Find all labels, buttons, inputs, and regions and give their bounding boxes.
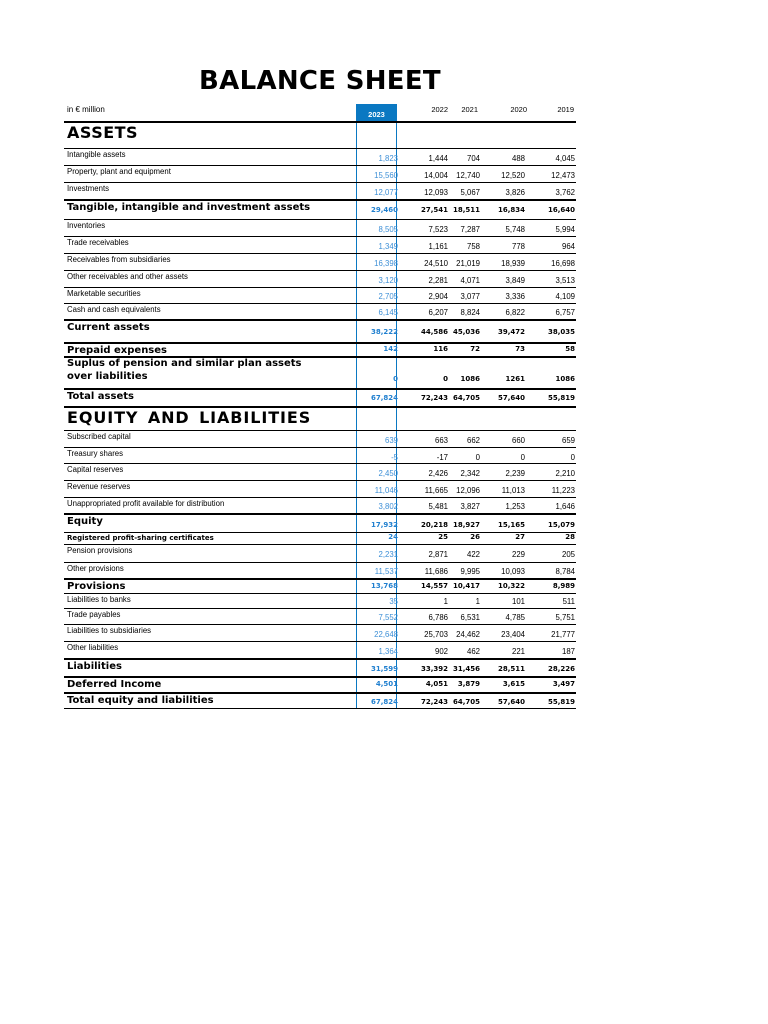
value-cell: 73	[515, 345, 525, 353]
row-divider	[64, 287, 576, 288]
row-label: Investments	[67, 184, 110, 193]
value-cell: 10,417	[452, 582, 480, 590]
row-label: Trade receivables	[67, 238, 129, 247]
value-cell: 38,035	[547, 328, 575, 336]
value-cell: 187	[561, 647, 575, 656]
value-cell: 39,472	[497, 328, 525, 336]
table-row	[0, 165, 768, 182]
value-cell: 72,243	[420, 394, 448, 402]
value-cell: 11,013	[501, 486, 525, 495]
value-cell: 24,510	[424, 259, 448, 268]
value-cell: 5,751	[555, 613, 575, 622]
value-cell: 15,079	[547, 521, 575, 529]
row-label: Total equity and liabilities	[67, 695, 214, 706]
value-cell: 3,827	[460, 502, 480, 511]
value-current-year: 2,231	[378, 550, 398, 559]
row-label: Other provisions	[67, 564, 124, 573]
total-row	[0, 356, 768, 386]
value-cell: 6,822	[505, 308, 525, 317]
value-current-year: 6,145	[378, 308, 398, 317]
value-cell: 72	[470, 345, 480, 353]
total-row	[0, 388, 768, 405]
row-divider	[64, 463, 576, 464]
value-cell: 4,071	[460, 276, 480, 285]
value-current-year: 3,120	[378, 276, 398, 285]
value-cell: 221	[511, 647, 525, 656]
row-divider	[64, 497, 576, 498]
table-bottom-border	[64, 708, 576, 709]
value-current-year: 8,505	[378, 225, 398, 234]
row-label: Property, plant and equipment	[67, 167, 171, 176]
table-row	[0, 148, 768, 165]
value-cell: 18,927	[452, 521, 480, 529]
value-cell: 12,473	[551, 171, 575, 180]
value-current-year: 31,599	[370, 665, 398, 673]
value-cell: 662	[466, 436, 480, 445]
value-cell: 28,226	[547, 665, 575, 673]
value-cell: 2,281	[428, 276, 448, 285]
row-divider	[64, 544, 576, 545]
value-cell: 6,757	[555, 308, 575, 317]
value-cell: 0	[570, 453, 575, 462]
value-cell: 1,646	[555, 502, 575, 511]
value-current-year: 1,349	[378, 242, 398, 251]
value-cell: 12,096	[456, 486, 480, 495]
value-cell: 8,989	[552, 582, 575, 590]
value-current-year: -5	[391, 453, 398, 462]
value-cell: 1,253	[505, 502, 525, 511]
row-divider	[64, 342, 576, 344]
row-label: Cash and cash equivalents	[67, 305, 161, 314]
value-current-year: 16,398	[374, 259, 398, 268]
unit-label: in € million	[67, 105, 105, 114]
value-cell: 10,093	[501, 567, 525, 576]
value-cell: 3,762	[555, 188, 575, 197]
value-cell: 44,586	[420, 328, 448, 336]
value-cell: 58	[565, 345, 575, 353]
value-current-year: 29,460	[370, 206, 398, 214]
value-current-year: 1,364	[378, 647, 398, 656]
table-row	[0, 236, 768, 253]
value-cell: 758	[466, 242, 480, 251]
row-divider	[64, 658, 576, 660]
row-divider	[64, 578, 576, 580]
value-cell: 3,849	[505, 276, 525, 285]
value-cell: 422	[466, 550, 480, 559]
row-label: Other liabilities	[67, 643, 119, 652]
row-divider	[64, 121, 576, 123]
value-cell: 511	[562, 597, 575, 606]
value-current-year: 35	[389, 597, 398, 606]
value-cell: 229	[511, 550, 525, 559]
value-cell: 14,557	[420, 582, 448, 590]
value-current-year: 67,824	[370, 698, 398, 706]
value-cell: 11,223	[551, 486, 575, 495]
value-current-year: 11,046	[374, 486, 398, 495]
table-row	[0, 480, 768, 497]
value-cell: 15,165	[497, 521, 525, 529]
row-divider	[64, 199, 576, 201]
row-label: Other receivables and other assets	[67, 272, 188, 281]
row-divider	[64, 513, 576, 515]
table-row	[0, 182, 768, 199]
row-label: Liabilities	[67, 661, 122, 672]
value-cell: 12,520	[501, 171, 525, 180]
table-row	[0, 430, 768, 447]
page-title: BALANCE SHEET	[199, 66, 441, 96]
value-current-year: 2,450	[378, 469, 398, 478]
value-cell: 20,218	[420, 521, 448, 529]
value-cell: 902	[434, 647, 448, 656]
total-row	[0, 342, 768, 356]
value-cell: 0	[443, 375, 448, 383]
value-cell: 2,342	[460, 469, 480, 478]
value-current-year: 0	[393, 375, 398, 383]
value-cell: 7,523	[428, 225, 448, 234]
row-label: Subscribed capital	[67, 432, 131, 441]
table-row	[0, 532, 768, 544]
value-cell: 10,322	[497, 582, 525, 590]
value-cell: 64,705	[452, 394, 480, 402]
total-row	[0, 578, 768, 593]
row-label: Registered profit-sharing certificates	[67, 534, 214, 542]
value-current-year: 2,705	[378, 292, 398, 301]
value-cell: 26	[470, 533, 480, 541]
row-divider	[64, 447, 576, 448]
value-cell: 1	[475, 597, 480, 606]
value-cell: 0	[520, 453, 525, 462]
row-label: Provisions	[67, 581, 126, 592]
value-cell: 28	[565, 533, 575, 541]
row-label: Intangible assets	[67, 150, 126, 159]
table-row	[0, 287, 768, 303]
value-cell: 3,826	[505, 188, 525, 197]
row-divider	[64, 480, 576, 481]
value-cell: 3,497	[552, 680, 575, 688]
table-row	[0, 463, 768, 480]
row-divider	[64, 165, 576, 166]
table-row	[0, 544, 768, 561]
value-cell: 12,740	[456, 171, 480, 180]
value-cell: 21,019	[456, 259, 480, 268]
value-cell: 1086	[555, 375, 575, 383]
row-label: Suplus of pension and similar plan assets over liabilities	[67, 358, 302, 382]
value-current-year: 17,932	[370, 521, 398, 529]
value-current-year: 142	[383, 345, 398, 353]
value-current-year: 15,560	[374, 171, 398, 180]
value-cell: 57,640	[497, 394, 525, 402]
value-cell: 704	[466, 154, 480, 163]
value-cell: 5,994	[555, 225, 575, 234]
table-row	[0, 497, 768, 513]
row-label: Marketable securities	[67, 289, 141, 298]
value-cell: 2,871	[428, 550, 448, 559]
value-cell: 6,207	[428, 308, 448, 317]
value-cell: 1086	[460, 375, 480, 383]
value-cell: 12,093	[424, 188, 448, 197]
row-label: Liabilities to subsidiaries	[67, 626, 152, 635]
value-cell: 5,067	[460, 188, 480, 197]
year-header: 2019	[557, 105, 574, 114]
value-cell: 1	[443, 597, 448, 606]
value-cell: 24,462	[456, 630, 480, 639]
value-cell: 18,511	[452, 206, 480, 214]
value-current-year: 13,768	[370, 582, 398, 590]
value-cell: 18,939	[501, 259, 525, 268]
value-cell: 45,036	[452, 328, 480, 336]
value-cell: 7,287	[460, 225, 480, 234]
row-label: Tangible, intangible and investment assets	[67, 202, 311, 213]
row-label: Total assets	[67, 391, 134, 402]
table-row	[0, 641, 768, 658]
row-divider	[64, 624, 576, 625]
row-label: Trade payables	[67, 610, 121, 619]
value-current-year: 639	[384, 436, 398, 445]
value-current-year: 1,823	[378, 154, 398, 163]
row-divider	[64, 608, 576, 609]
value-cell: 27,541	[420, 206, 448, 214]
row-divider	[64, 236, 576, 237]
total-row	[0, 199, 768, 217]
value-cell: 11,686	[424, 567, 448, 576]
value-cell: 5,481	[428, 502, 448, 511]
value-cell: 3,336	[505, 292, 525, 301]
total-row	[0, 513, 768, 532]
value-cell: -17	[436, 453, 448, 462]
table-row	[0, 253, 768, 270]
section-heading: ASSETS	[67, 123, 139, 142]
table-row	[0, 562, 768, 578]
row-label: Liabilities to banks	[67, 595, 131, 604]
value-current-year: 67,824	[370, 394, 398, 402]
value-cell: 16,834	[497, 206, 525, 214]
value-current-year: 4,501	[375, 680, 398, 688]
value-cell: 1,161	[428, 242, 448, 251]
row-divider	[64, 676, 576, 678]
value-cell: 8,824	[460, 308, 480, 317]
value-current-year: 38,222	[370, 328, 398, 336]
row-label: Treasury shares	[67, 449, 124, 458]
value-cell: 4,051	[425, 680, 448, 688]
value-current-year: 7,552	[378, 613, 398, 622]
total-row	[0, 658, 768, 676]
value-cell: 25	[438, 533, 448, 541]
value-cell: 16,640	[547, 206, 575, 214]
value-cell: 3,879	[457, 680, 480, 688]
section-row	[0, 406, 768, 430]
row-divider	[64, 641, 576, 642]
value-cell: 488	[511, 154, 525, 163]
value-cell: 205	[561, 550, 575, 559]
value-cell: 25,703	[424, 630, 448, 639]
total-row	[0, 692, 768, 709]
value-cell: 2,426	[428, 469, 448, 478]
table-row	[0, 624, 768, 641]
row-divider	[64, 148, 576, 149]
row-divider	[64, 593, 576, 594]
value-cell: 101	[511, 597, 525, 606]
value-cell: 2,904	[428, 292, 448, 301]
value-cell: 1261	[505, 375, 525, 383]
total-row	[0, 319, 768, 339]
row-divider	[64, 253, 576, 254]
value-cell: 4,045	[555, 154, 575, 163]
row-label: Inventories	[67, 221, 106, 230]
value-current-year: 22,648	[374, 630, 398, 639]
year-header: 2022	[431, 105, 448, 114]
value-cell: 64,705	[452, 698, 480, 706]
value-current-year: 11,537	[374, 567, 398, 576]
value-current-year: 24	[388, 533, 398, 541]
row-label: Deferred Income	[67, 679, 162, 690]
row-divider	[64, 270, 576, 271]
row-divider	[64, 692, 576, 694]
year-header-current: 2023	[356, 104, 397, 121]
value-cell: 55,819	[547, 698, 575, 706]
table-row	[0, 303, 768, 319]
table-row	[0, 219, 768, 236]
value-cell: 3,513	[555, 276, 575, 285]
value-cell: 28,511	[497, 665, 525, 673]
value-cell: 778	[511, 242, 525, 251]
value-cell: 4,785	[505, 613, 525, 622]
row-divider	[64, 562, 576, 563]
row-divider	[64, 430, 576, 431]
table-row	[0, 270, 768, 287]
value-cell: 14,004	[424, 171, 448, 180]
row-label: Pension provisions	[67, 546, 133, 555]
table-row	[0, 447, 768, 464]
value-cell: 3,615	[502, 680, 525, 688]
value-cell: 6,531	[460, 613, 480, 622]
value-cell: 6,786	[428, 613, 448, 622]
value-current-year: 3,802	[378, 502, 398, 511]
table-row	[0, 593, 768, 608]
value-current-year: 12,077	[374, 188, 398, 197]
value-cell: 116	[433, 345, 448, 353]
value-cell: 16,698	[551, 259, 575, 268]
row-label: Current assets	[67, 322, 150, 333]
row-divider	[64, 388, 576, 390]
value-cell: 1,444	[428, 154, 448, 163]
value-cell: 72,243	[420, 698, 448, 706]
table-row	[0, 608, 768, 624]
value-cell: 3,077	[460, 292, 480, 301]
value-cell: 663	[434, 436, 448, 445]
value-cell: 660	[511, 436, 525, 445]
row-label: Equity	[67, 516, 103, 527]
row-divider	[64, 219, 576, 220]
value-cell: 33,392	[420, 665, 448, 673]
section-heading: EQUITY AND LIABILITIES	[67, 408, 312, 427]
total-row	[0, 676, 768, 691]
value-cell: 21,777	[551, 630, 575, 639]
row-label: Capital reserves	[67, 465, 124, 474]
value-cell: 8,784	[555, 567, 575, 576]
row-divider	[64, 319, 576, 321]
value-cell: 964	[561, 242, 575, 251]
value-cell: 9,995	[460, 567, 480, 576]
row-divider	[64, 182, 576, 183]
value-cell: 462	[466, 647, 480, 656]
value-cell: 23,404	[501, 630, 525, 639]
value-cell: 11,665	[424, 486, 448, 495]
row-divider	[64, 303, 576, 304]
value-cell: 27	[515, 533, 525, 541]
year-header: 2020	[510, 105, 527, 114]
value-cell: 5,748	[505, 225, 525, 234]
value-cell: 659	[561, 436, 575, 445]
row-label: Prepaid expenses	[67, 345, 167, 356]
year-header: 2021	[461, 105, 478, 114]
value-cell: 55,819	[547, 394, 575, 402]
section-row	[0, 121, 768, 145]
value-cell: 4,109	[555, 292, 575, 301]
value-cell: 2,239	[505, 469, 525, 478]
row-label: Receivables from subsidiaries	[67, 255, 171, 264]
row-label: Revenue reserves	[67, 482, 131, 491]
value-cell: 57,640	[497, 698, 525, 706]
row-label: Unappropriated profit available for distribution	[67, 499, 225, 508]
value-cell: 31,456	[452, 665, 480, 673]
value-cell: 0	[475, 453, 480, 462]
value-cell: 2,210	[555, 469, 575, 478]
